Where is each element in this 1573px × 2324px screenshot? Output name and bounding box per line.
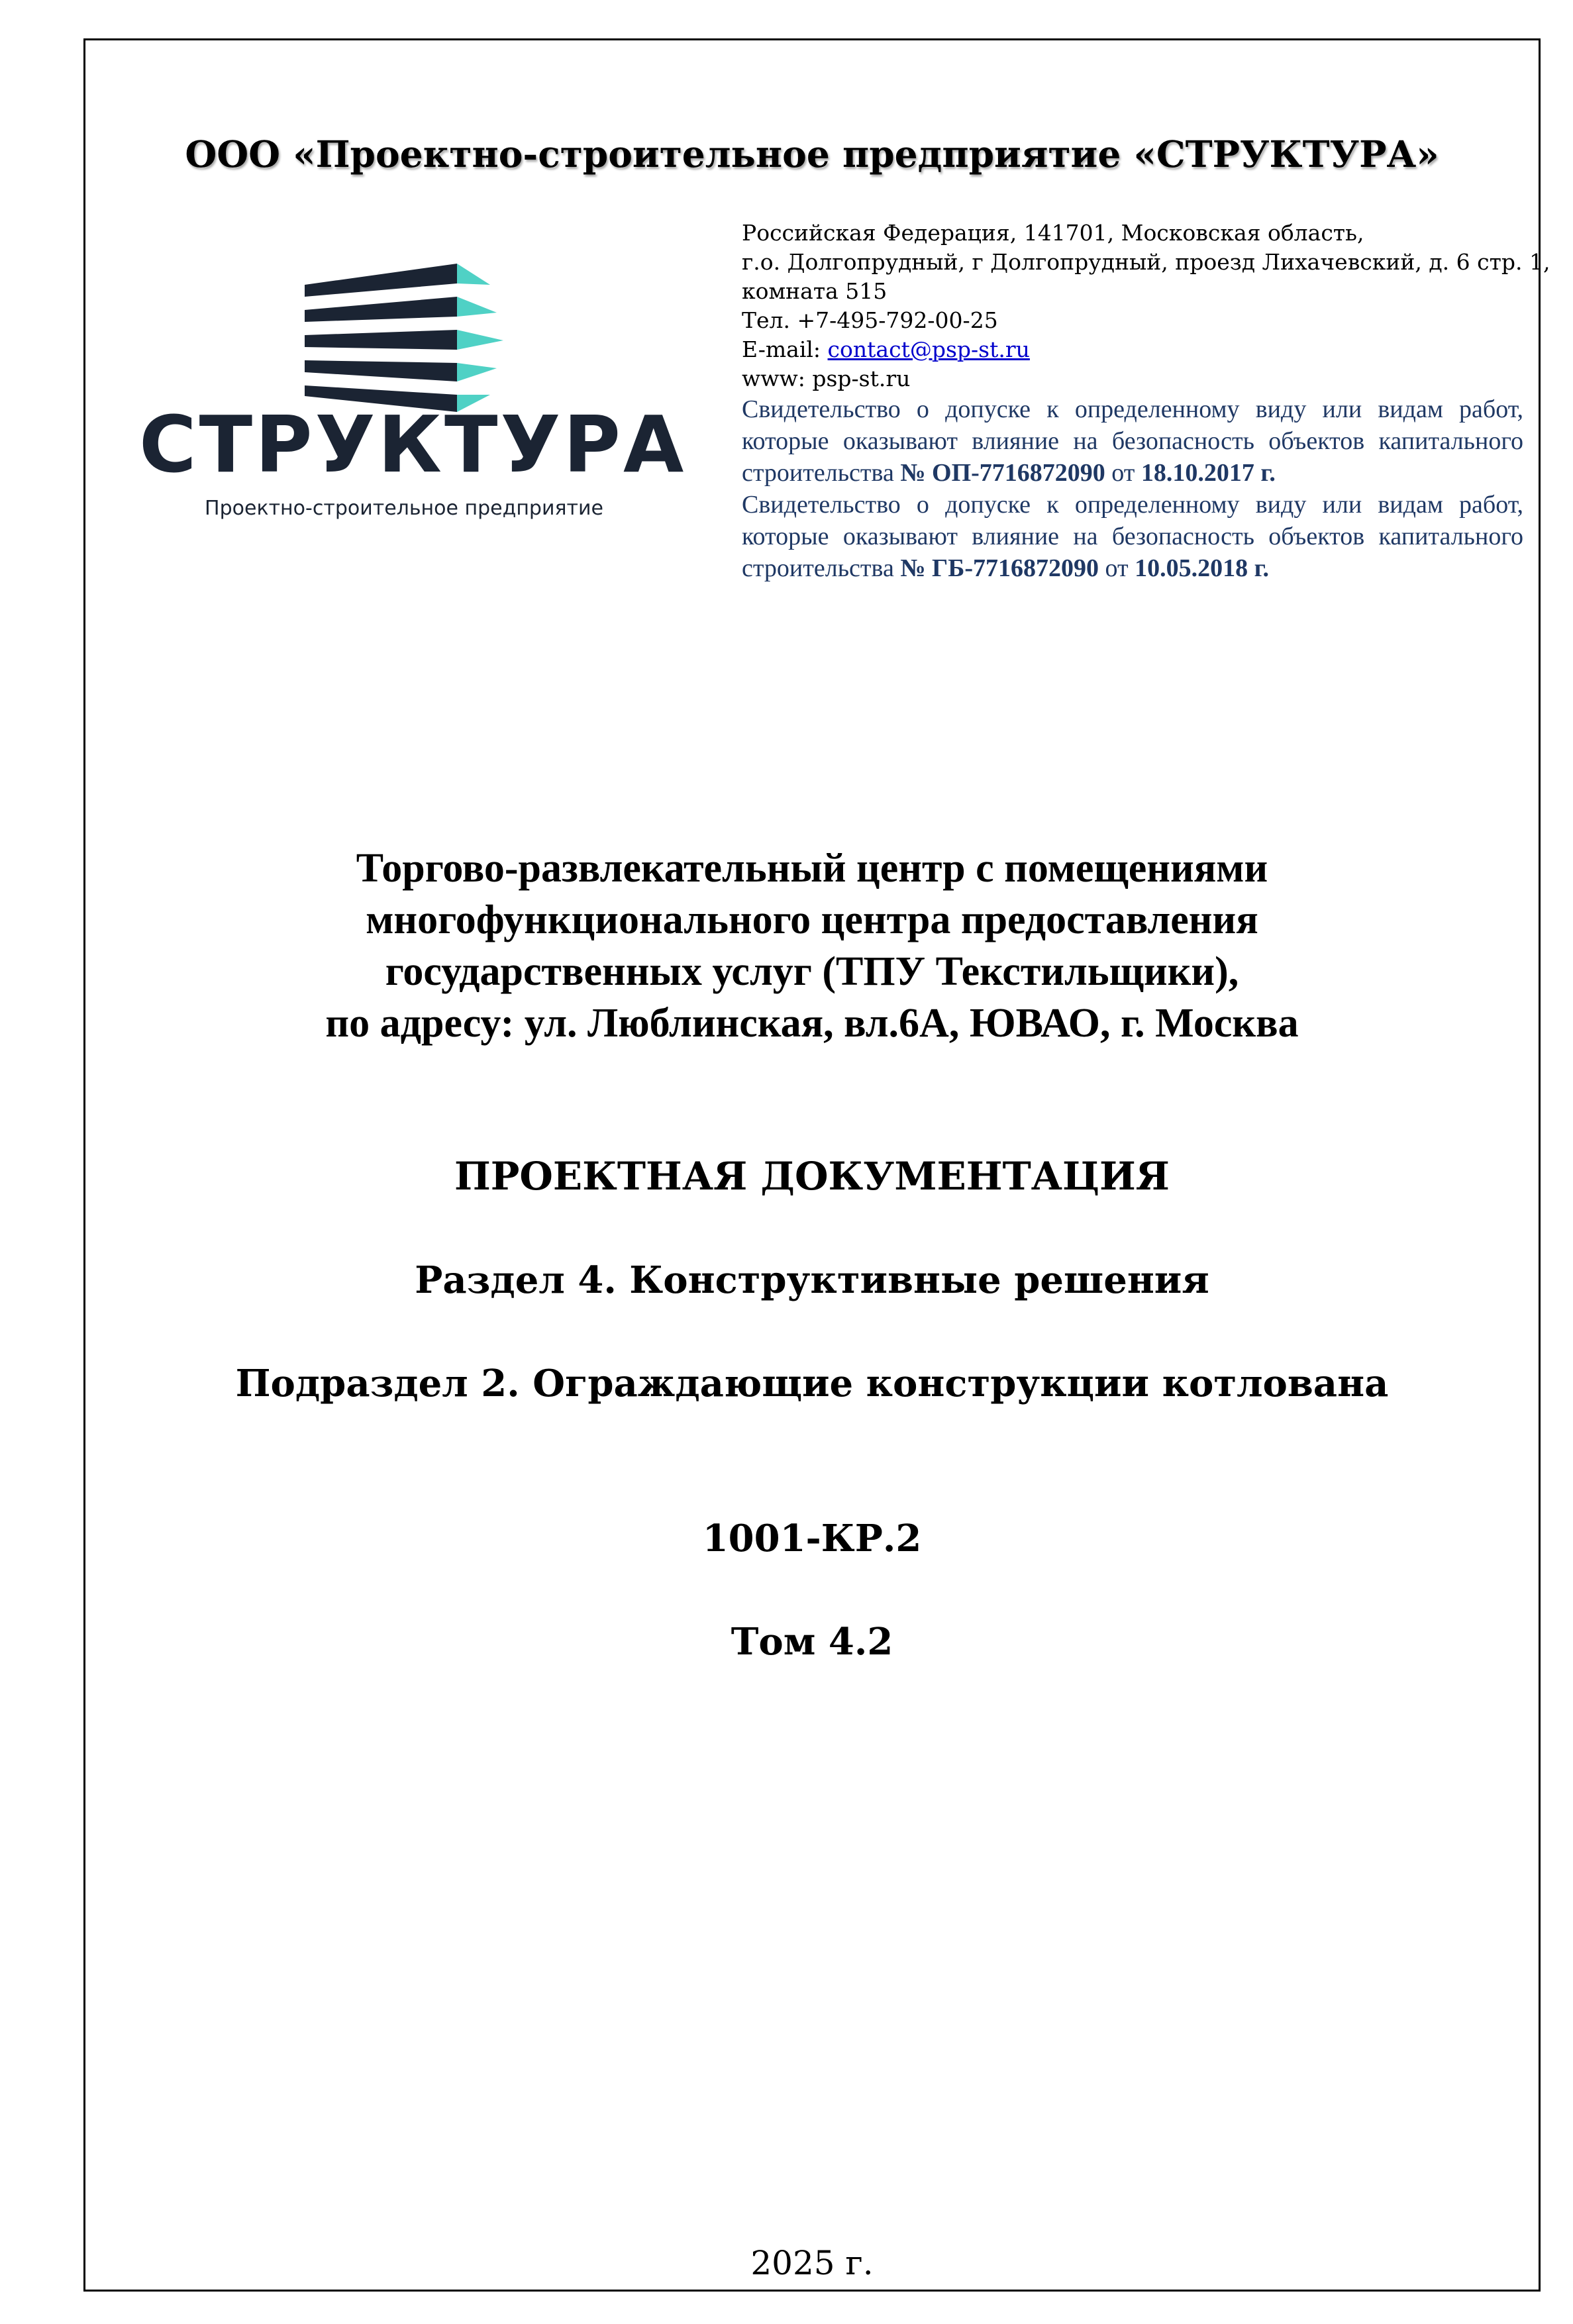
title-line-1: Торгово-развлекательный центр с помещениями	[356, 846, 1268, 891]
section-title: Раздел 4. Конструктивные решения	[415, 1258, 1209, 1302]
address-line-1: Российская Федерация, 141701, Московская область,	[742, 220, 1364, 246]
certificate-1-date: 18.10.2017 г.	[1141, 459, 1276, 487]
certificate-1	[742, 393, 1523, 489]
volume-number: Том 4.2	[731, 1620, 893, 1664]
document-type: ПРОЕКТНАЯ ДОКУМЕНТАЦИЯ	[454, 1154, 1170, 1199]
logo-wordmark: СТРУКТУРА	[139, 399, 687, 490]
address-line-2: г.о. Долгопрудный, г Долгопрудный, проезд Лихачевский, д. 6 стр. 1,	[742, 249, 1550, 275]
certificate-2-from: от	[1098, 554, 1135, 582]
certificate-2-text: Свидетельство о допуске к определенному виду или видам работ, которые оказывают влияние на безопасность объектов капитального строительства	[742, 491, 1523, 582]
address-line-3: комната 515	[742, 278, 888, 304]
website: www: psp-st.ru	[742, 366, 911, 391]
email-label: E-mail:	[742, 336, 828, 362]
certificate-2	[742, 489, 1523, 584]
certificate-1-number: № ОП-7716872090	[900, 459, 1105, 487]
certificate-2-number: № ГБ-7716872090	[900, 554, 1099, 582]
subsection-title: Подраздел 2. Ограждающие конструкции котлована	[235, 1362, 1389, 1405]
title-line-2: многофункционального центра предоставления	[366, 897, 1258, 942]
email-line	[742, 335, 1523, 364]
document-code: 1001-КР.2	[702, 1517, 922, 1560]
title-line-3: государственных услуг (ТПУ Текстильщики),	[385, 949, 1239, 994]
certificate-2-date: 10.05.2018 г.	[1135, 554, 1270, 582]
email-link[interactable]: contact@psp-st.ru	[827, 336, 1030, 362]
logo-subtitle: Проектно-строительное предприятие	[205, 497, 603, 520]
certificate-1-from: от	[1105, 459, 1141, 487]
contact-block	[742, 219, 1550, 584]
phone: Тел. +7-495-792-00-25	[742, 307, 998, 333]
title-line-4: по адресу: ул. Люблинская, вл.6А, ЮВАО, г. Москва	[325, 1001, 1299, 1046]
company-name: ООО «Проектно-строительное предприятие «СТРУКТУРА»	[185, 132, 1439, 176]
project-title	[83, 842, 1541, 1049]
certificate-1-text: Свидетельство о допуске к определенному виду или видам работ, которые оказывают влияние на безопасность объектов капитального строительства	[742, 395, 1523, 487]
year: 2025 г.	[750, 2244, 874, 2282]
